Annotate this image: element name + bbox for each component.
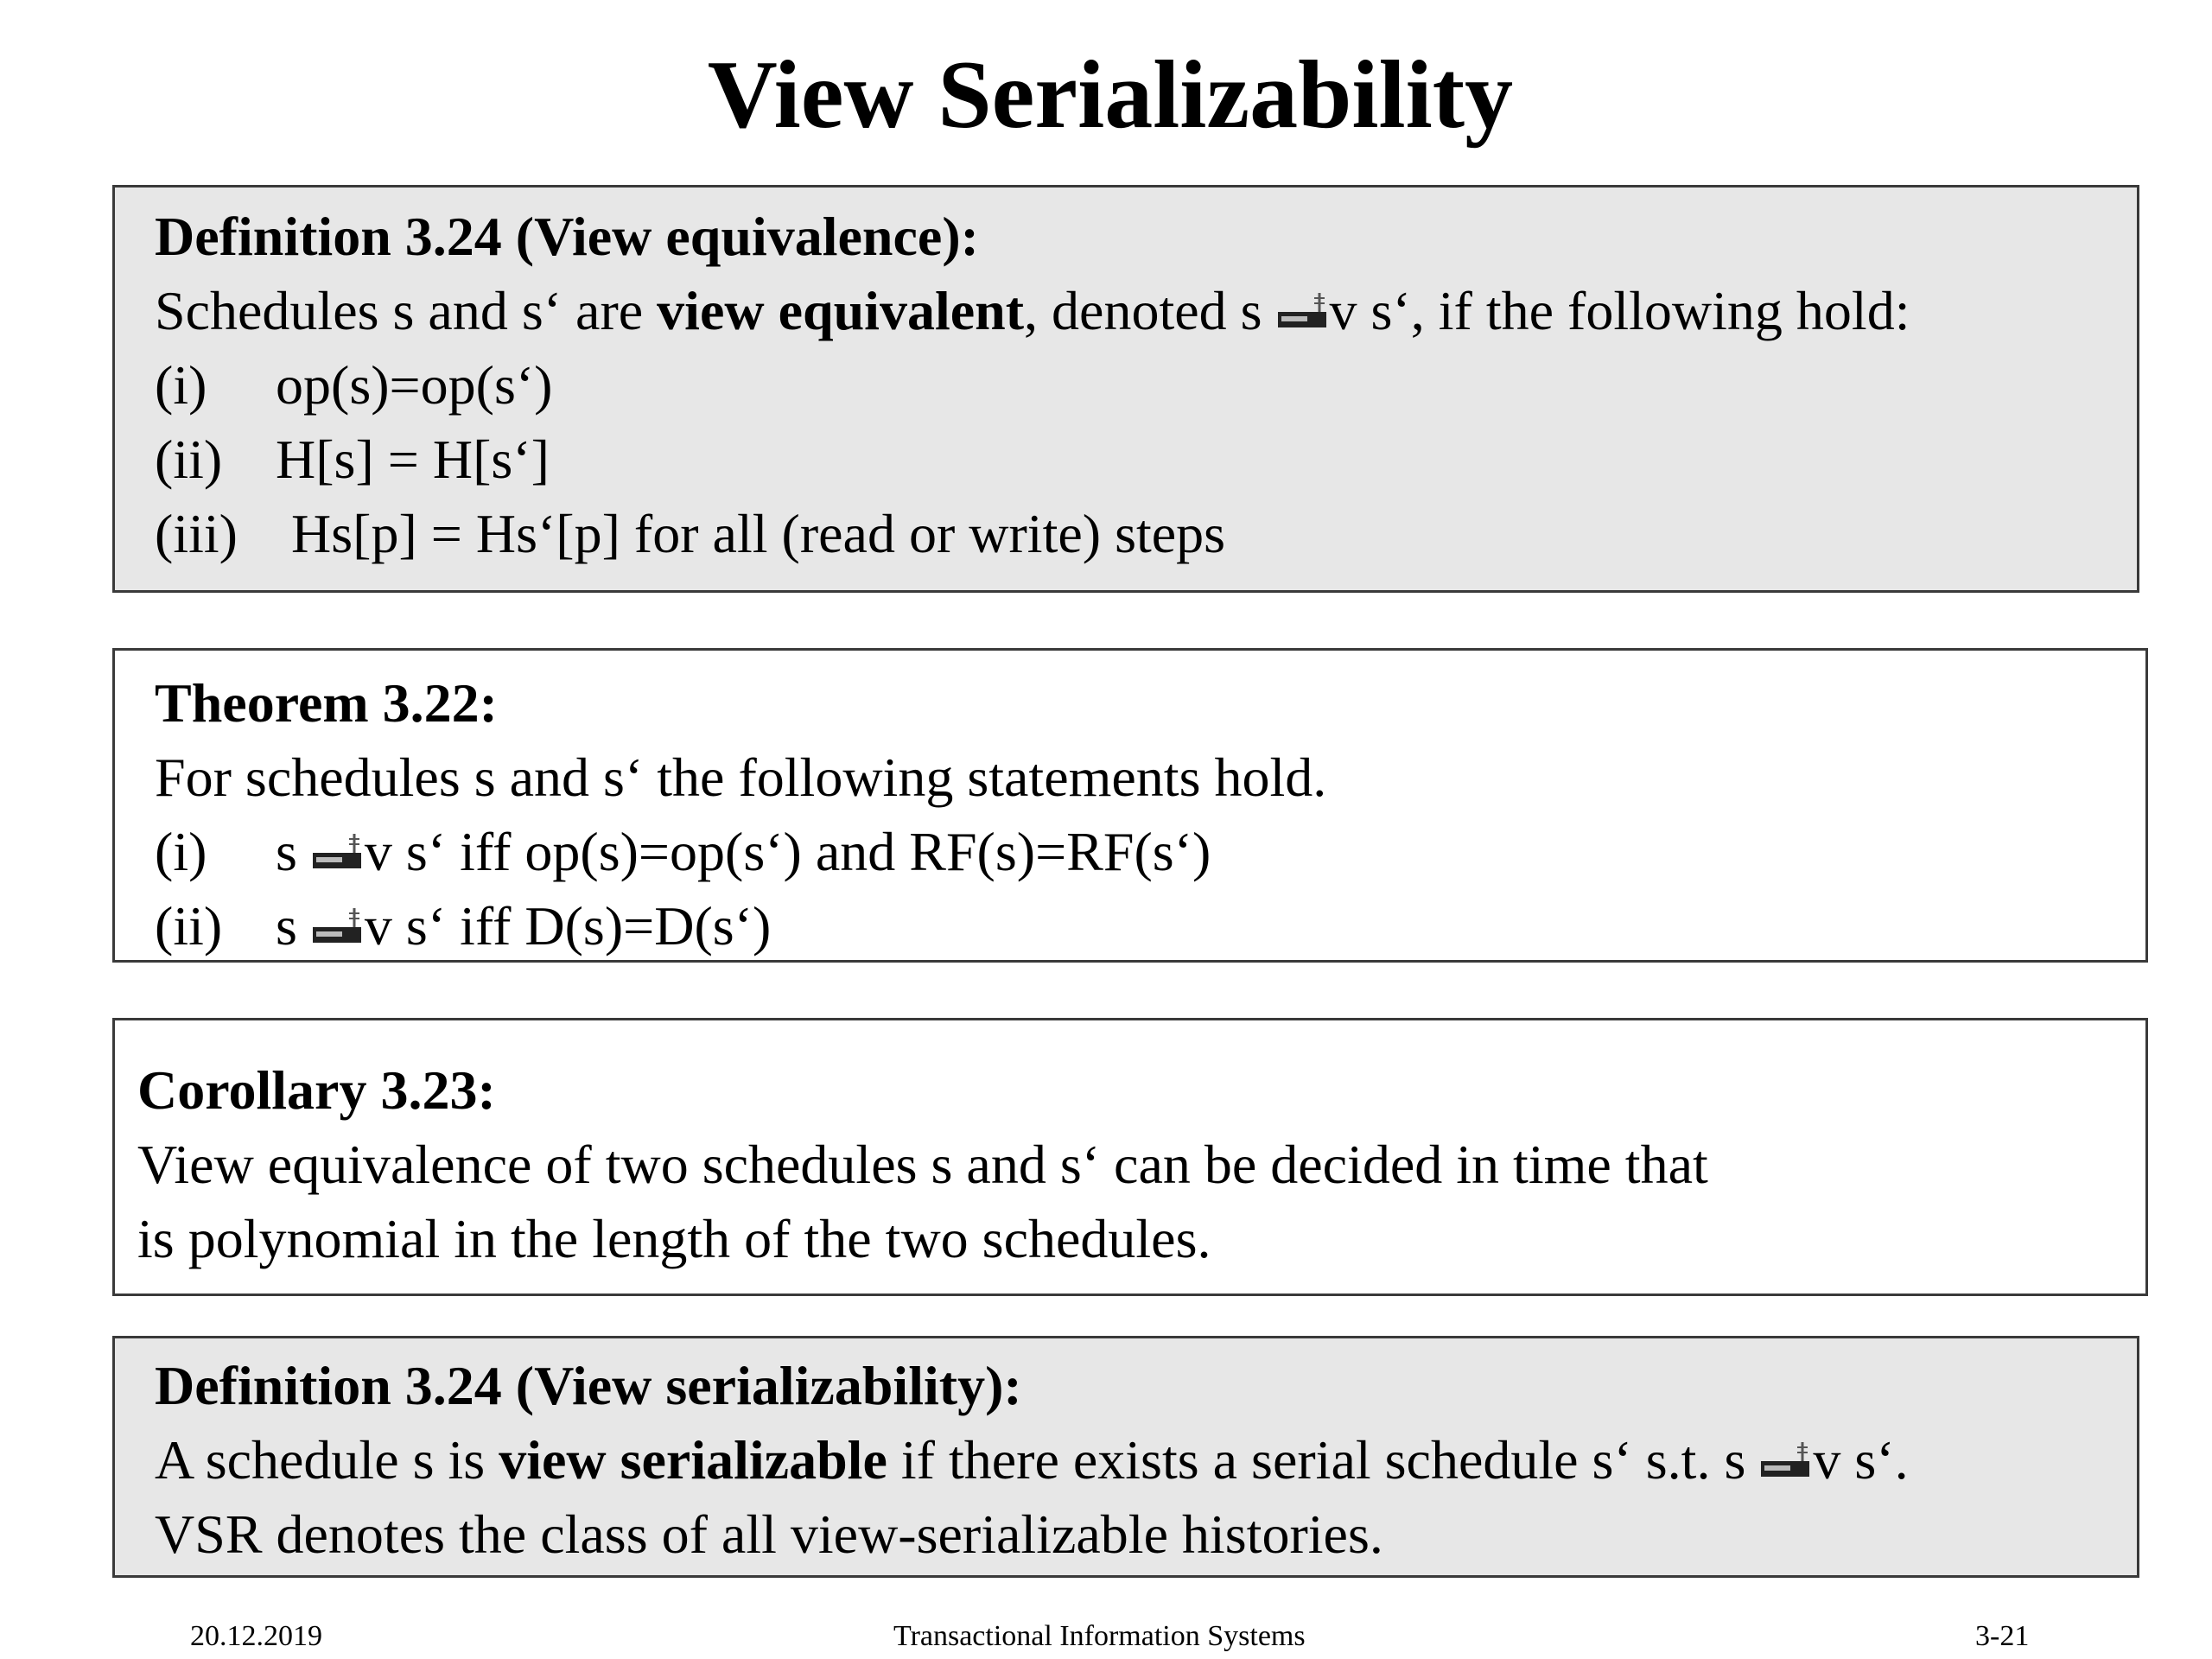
corollary-text: is polynomial in the length of the two schedules. [137, 1208, 1211, 1269]
definition-statement: A schedule s is view serializable if there exists a serial schedule s‘ s.t. s v s‘. [155, 1429, 1909, 1491]
corollary-text: View equivalence of two schedules s and s‘ can be decided in time that [137, 1134, 1708, 1195]
equivalence-symbol-icon [311, 906, 365, 950]
definition-view-equivalence-box [112, 185, 2139, 593]
equivalence-symbol-icon [311, 832, 365, 875]
footer-page-number: 3-21 [1975, 1620, 2030, 1652]
definition-statement: Schedules s and s‘ are view equivalent, denoted s v s‘, if the following hold: [155, 280, 1910, 341]
theorem-item: (ii) s v s‘ iff D(s)=D(s‘) [155, 895, 772, 957]
equivalence-symbol-icon [1276, 291, 1330, 334]
theorem-item: (i) s v s‘ iff op(s)=op(s‘) and RF(s)=RF(s‘) [155, 821, 1211, 882]
definition-heading: Definition 3.24 (View serializability): [155, 1355, 1022, 1416]
definition-text: VSR denotes the class of all view-serializable histories. [155, 1503, 1383, 1565]
footer-course: Transactional Information Systems [893, 1620, 1306, 1652]
theorem-intro: For schedules s and s‘ the following statements hold. [155, 747, 1327, 808]
definition-item: (ii) H[s] = H[s‘] [155, 429, 550, 490]
definition-item: (i) op(s)=op(s‘) [155, 354, 553, 416]
slide-title: View Serializability [707, 41, 1514, 149]
definition-item: (iii) Hs[p] = Hs‘[p] for all (read or write) steps [155, 503, 1226, 564]
corollary-box [112, 1018, 2148, 1296]
theorem-heading: Theorem 3.22: [155, 672, 498, 734]
corollary-heading: Corollary 3.23: [137, 1059, 496, 1121]
equivalence-symbol-icon [1759, 1440, 1813, 1484]
footer-date: 20.12.2019 [190, 1620, 322, 1652]
definition-view-serializability-box [112, 1336, 2139, 1578]
definition-heading: Definition 3.24 (View equivalence): [155, 206, 979, 267]
theorem-box [112, 648, 2148, 963]
